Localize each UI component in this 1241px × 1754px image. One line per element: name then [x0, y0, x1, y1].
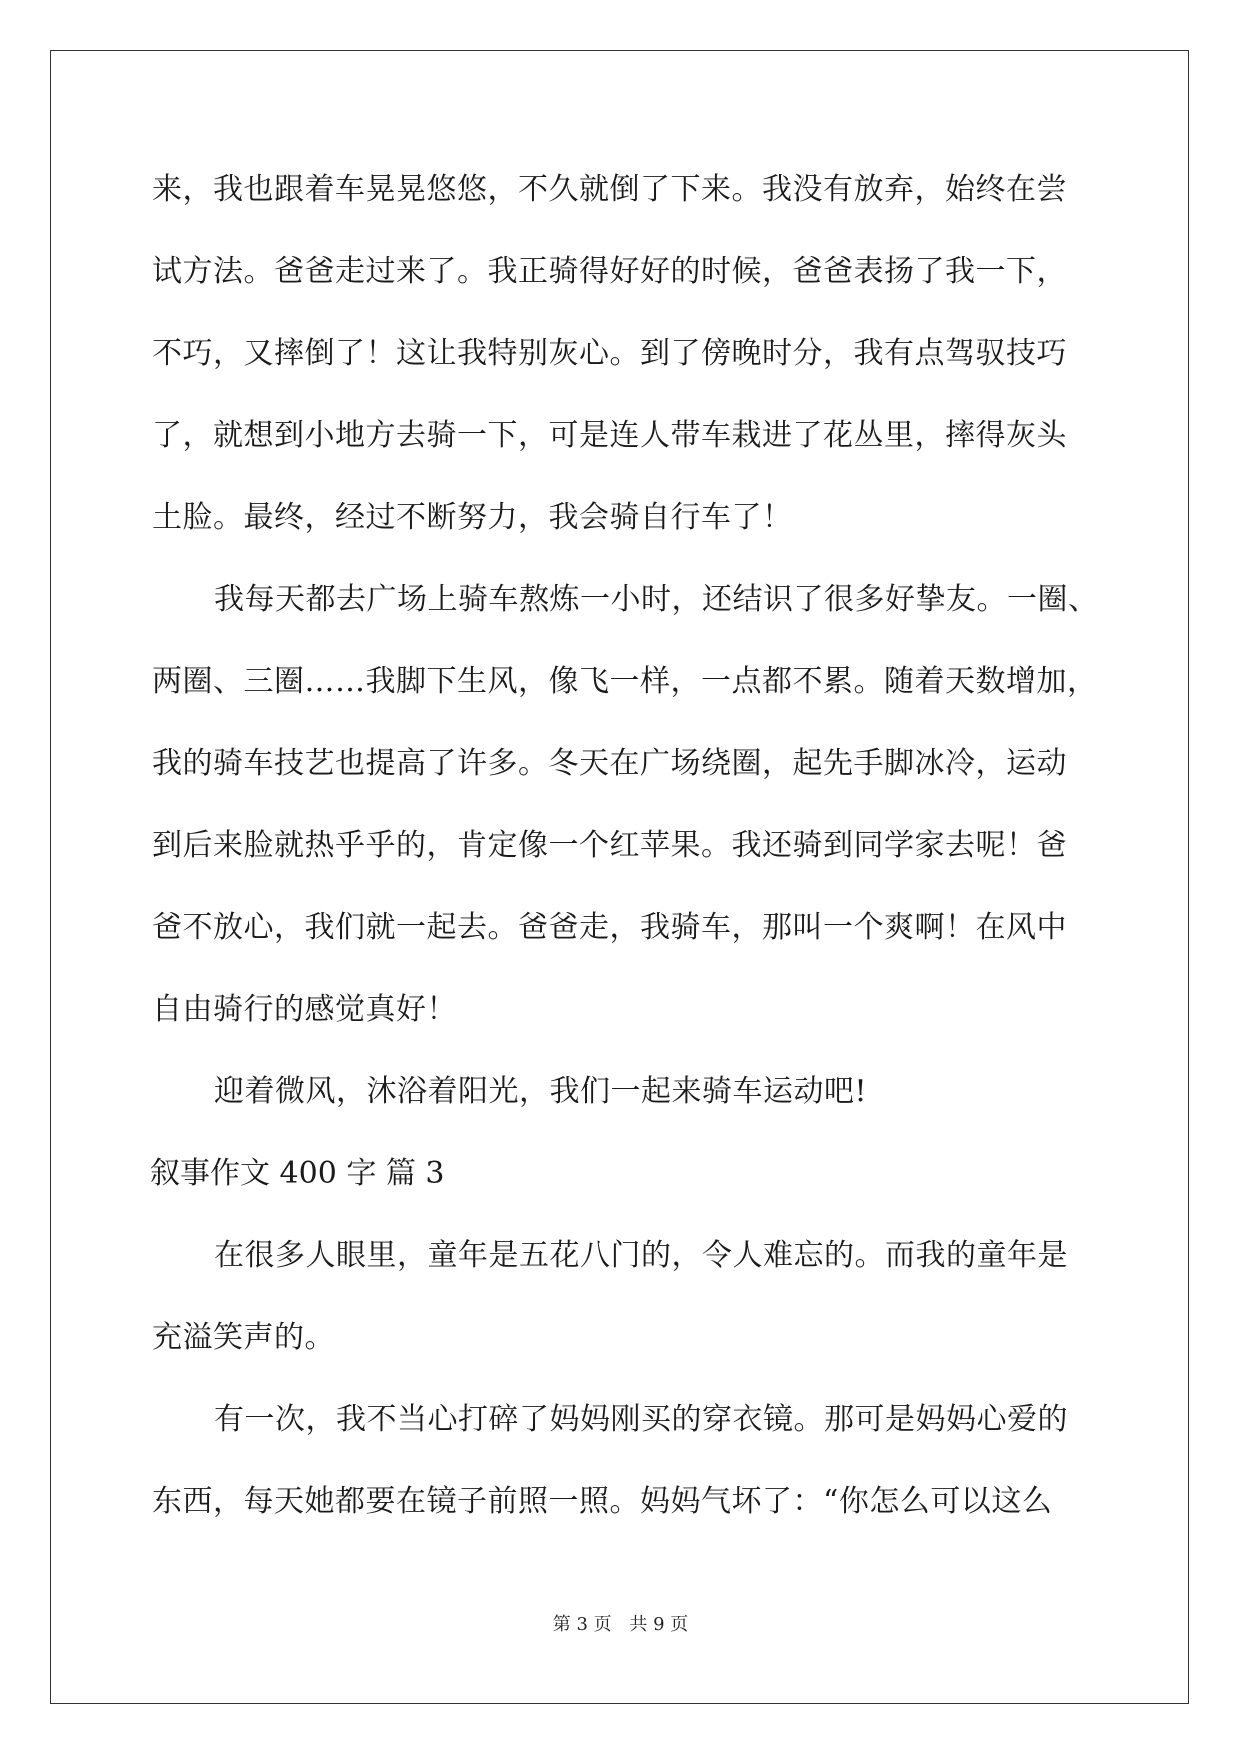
text-line: 试方法。爸爸走过来了。我正骑得好好的时候，爸爸表扬了我一下，: [152, 254, 1067, 289]
text-line: 土脸。最终，经过不断努力，我会骑自行车了！: [152, 500, 793, 535]
text-line: 了，就想到小地方去骑一下，可是连人带车栽进了花丛里，摔得灰头: [152, 418, 1067, 453]
text-line: 到后来脸就热乎乎的，肯定像一个红苹果。我还骑到同学家去呢！爸: [152, 828, 1067, 863]
page-total: 共 9 页: [629, 1614, 689, 1635]
text-line: 两圈、三圈……我脚下生风，像飞一样，一点都不累。随着天数增加，: [152, 664, 1098, 699]
text-line: 充溢笑声的。: [152, 1320, 335, 1355]
section-heading: 叙事作文 400 字 篇 3: [150, 1156, 445, 1191]
text-line: 不巧，又摔倒了！这让我特别灰心。到了傍晚时分，我有点驾驭技巧: [152, 336, 1067, 371]
page-footer: [0, 1610, 1241, 1636]
text-line: 来，我也跟着车晃晃悠悠，不久就倒了下来。我没有放弃，始终在尝: [152, 172, 1067, 207]
page-number: 第 3 页: [552, 1614, 612, 1635]
text-line: 我的骑车技艺也提高了许多。冬天在广场绕圈，起先手脚冰冷，运动: [152, 746, 1067, 781]
text-line: 爸不放心，我们就一起去。爸爸走，我骑车，那叫一个爽啊！在风中: [152, 910, 1067, 945]
text-line: 迎着微风，沐浴着阳光，我们一起来骑车运动吧!: [214, 1074, 868, 1109]
document-body: [150, 160, 1099, 1554]
text-line: 我每天都去广场上骑车熬炼一小时，还结识了很多好挚友。一圈、: [214, 582, 1099, 617]
text-line: 有一次，我不当心打碎了妈妈刚买的穿衣镜。那可是妈妈心爱的: [214, 1402, 1068, 1437]
text-line: 在很多人眼里，童年是五花八门的，令人难忘的。而我的童年是: [214, 1238, 1068, 1273]
text-line: 自由骑行的感觉真好！: [152, 992, 457, 1027]
text-line: 东西，每天她都要在镜子前照一照。妈妈气坏了：“你怎么可以这么: [152, 1484, 1053, 1519]
